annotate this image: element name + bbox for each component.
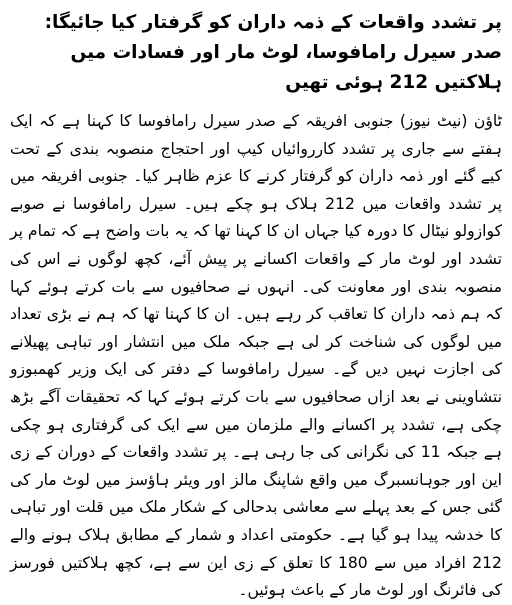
article-body: ٹاؤن (نیٹ نیوز) جنوبی افریقہ کے صدر سیرل رامافوسا کا کہنا ہے کہ ایک ہفتے سے جاری پر تشدد کارروائیاں کیپ اور احتجاج منصوبہ بندی کے تحت کیے گئے اور ذمہ داران کو گرفتار کرنے کا عزم ظاہر کیا۔ جنوبی افریقہ میں پر تشدد واقعات میں 212 ہلاک ہو چکے ہیں۔ سیرل رامافوسا نے صوبے کوازولو نیٹال کا دورہ کیا جہاں ان کا کہنا تھا کہ یہ بات واضح ہے کہ تمام پر تشدد اور لوٹ مار کے واقعات اکسانے پر پیش آئے، کچھ لوگوں نے اس کی منصوبہ بندی اور معاونت کی۔ انہوں نے صحافیوں سے بات کرتے ہوئے کہا کہ ہم ذمہ داران کا تعاقب کر رہے ہیں۔ ان کا کہنا تھا کہ ہم نے بڑی تعداد میں لوگوں کی شناخت کر لی ہے جبکہ ملک میں انتشار اور تباہی پھیلانے کی اجازت نہیں دیں گے۔ سیرل رامافوسا کے دفتر کی ایک وزیر کھمبوزو نتشاوینی نے بعد ازاں صحافیوں سے بات کرتے ہوئے کہا کہ تحقیقات آگے بڑھ چکی ہے، تشدد پر اکسانے والے ملزمان میں سے ایک کی گرفتاری ہو چکی ہے جبکہ 11 کی نگرانی کی جا رہی ہے۔ پر تشدد واقعات کے دوران کے زی این اور جوہانسبرگ میں واقع شاپنگ مالز اور ویئر ہاؤسز میں لوٹ مار کی گئی جس کے بعد پہلے سے معاشی بدحالی کے شکار ملک میں قلت اور تباہی کا خدشہ پیدا ہو گیا ہے۔ حکومتی اعداد و شمار کے مطابق ہلاک ہونے والے 212 افراد میں سے 180 کا تعلق کے زی این سے ہے، کچھ ہلاکتیں فورسز کی فائرنگ اور لوٹ مار کے باعث ہوئیں۔ [10,112,503,600]
article-headline: پر تشدد واقعات کے ذمہ داران کو گرفتار کیا جائیگا: صدر سیرل رامافوسا، لوٹ مار اور فسادات میں ہلاکتیں 212 ہوئی تھیں [44,12,502,93]
